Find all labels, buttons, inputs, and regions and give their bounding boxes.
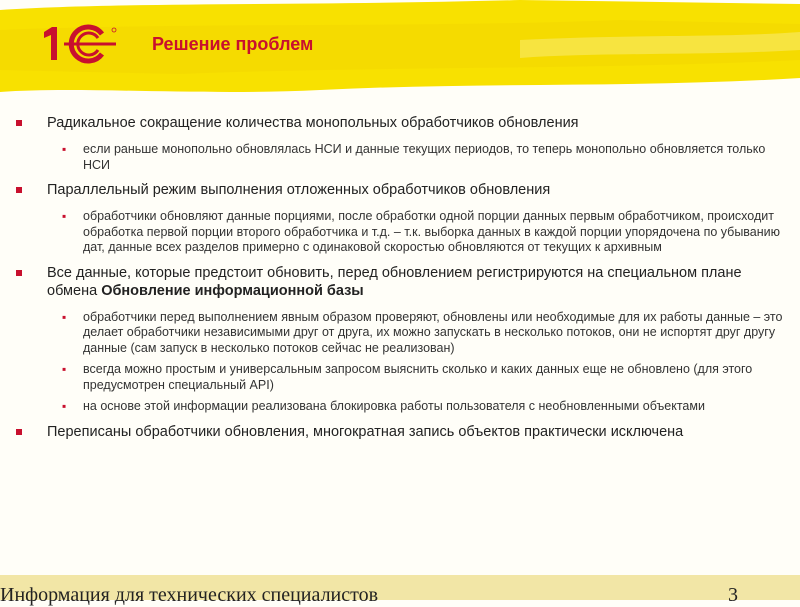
1c-logo (40, 24, 120, 64)
square-bullet-icon (16, 187, 22, 193)
sub-bullet-item (14, 362, 784, 393)
sub-bullet-item (14, 399, 784, 415)
page-title: Решение проблем (152, 34, 314, 54)
sub-bullet-icon: ▪ (62, 209, 67, 223)
content (14, 114, 784, 451)
sub-bullet-text: обработчики обновляют данные порциями, после обработки одной порции данных первым обработчиком, происходит обработка первой порции второго обработчика и т.д. – т.к. выборка данных в каждой порции упорядочена по убыванию дат, данные всех разделов примерно с одинаковой скоростью обновляются от текущих к архивным (83, 209, 781, 254)
sub-bullet-text: всегда можно простым и универсальным запросом выяснить сколько и каких данных еще не обновлено (для этого предусмотрен специальный API) (83, 362, 753, 392)
sub-bullet-item (14, 209, 784, 256)
sub-bullet-item (14, 142, 784, 173)
square-bullet-icon (16, 429, 22, 435)
sub-bullet-item (14, 310, 784, 357)
bullet-text: Параллельный режим выполнения отложенных обработчиков обновления (47, 182, 551, 198)
sub-bullet-text: обработчики перед выполнением явным образом проверяют, обновлены или необходимые для их работы данные – это делает обработчики независимыми друг от друга, их можно запускать в несколько потоков, они не испортят друг другу данные (сам запуск в несколько потоков сейчас не реализован) (83, 309, 783, 355)
square-bullet-icon (16, 120, 22, 126)
bold-term: Обновление информационной базы (101, 282, 364, 299)
sub-bullet-text: на основе этой информации реализована блокировка работы пользователя с необновленными объектами (83, 399, 705, 413)
sub-bullet-icon: ▪ (62, 399, 67, 413)
bullet-item (14, 181, 784, 199)
page-number: 3 (728, 584, 738, 606)
sub-bullet-icon: ▪ (62, 362, 67, 376)
square-bullet-icon (16, 270, 22, 276)
bullet-text: Переписаны обработчики обновления, многократная запись объектов практически исключена (47, 423, 684, 440)
sub-bullet-icon: ▪ (62, 142, 67, 156)
bullet-text: Радикальное сокращение количества монопольных обработчиков обновления (47, 115, 579, 131)
footer-text: Информация для технических специалистов (0, 584, 379, 606)
header-band (0, 0, 800, 100)
sub-bullet-text: если раньше монопольно обновлялась НСИ и данные текущих периодов, то теперь монопольно обновляется только НСИ (83, 142, 766, 172)
sub-bullet-icon: ▪ (62, 309, 67, 324)
bullet-text: Все данные, которые предстоит обновить, перед обновлением регистрируются на специальном плане обмена (47, 264, 742, 299)
bullet-item (14, 423, 784, 441)
bullet-item (14, 264, 784, 300)
bullet-item (14, 114, 784, 132)
